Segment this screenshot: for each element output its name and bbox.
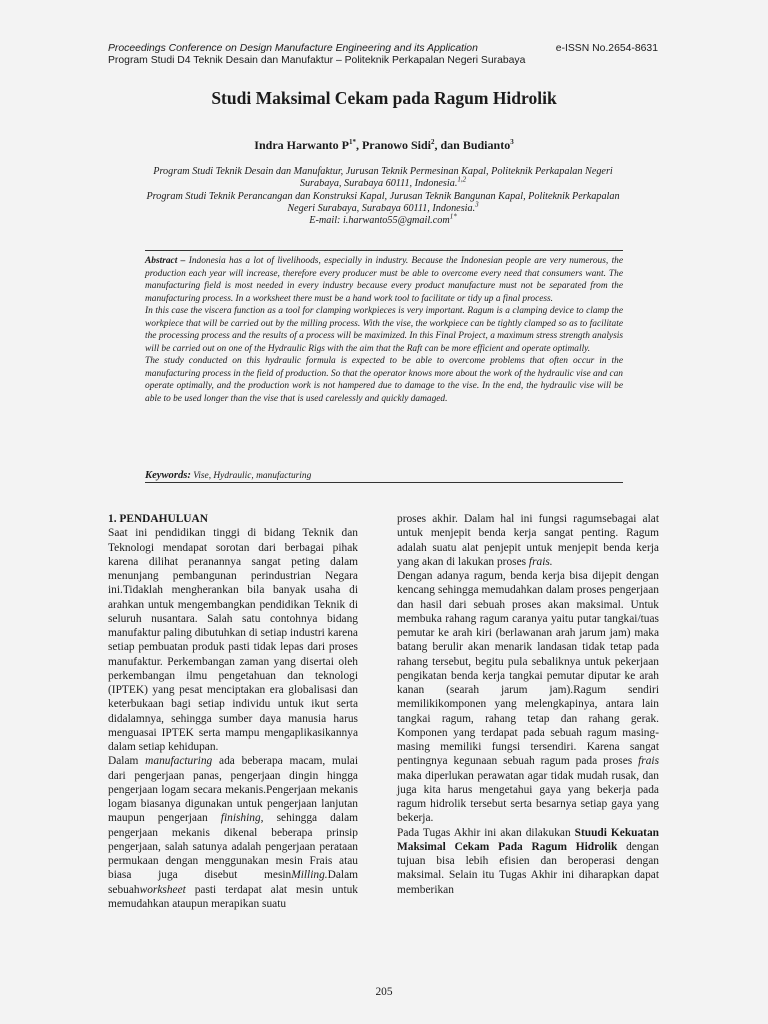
right-paragraph-3 <box>397 826 659 897</box>
running-header-program: Program Studi D4 Teknik Desain dan Manufaktur – Politeknik Perkapalan Negeri Surabaya <box>108 55 526 66</box>
issn: e-ISSN No.2654-8631 <box>555 43 658 54</box>
author-2: , Pranowo Sidi <box>355 138 431 152</box>
italic-term-frais: frais. <box>528 555 553 568</box>
bold-study-title: Stuudi Kekuatan Maksimal Cekam Pada Ragum Hidrolik <box>397 826 660 853</box>
abstract-paragraph-3: The study conducted on this hydraulic formula is expected to be able to overcome problems that often occur in the manufacturing process in the field of production. So that the operator knows more about the work of the hydraulic vise and can operate optimally, and the production work is not hampered due to damage to the vise. In the end, the hydraulic vise will be able to be used longer than the vise that is used carelessly and quickly damaged. <box>145 356 623 404</box>
left-column <box>108 512 358 911</box>
text-run: maka diperlukan perawatan agar tidak mudah rusak, dan juga kita harus mengetahui gaya yang bekerja pada ragum hidrolik tersebut serta besarnya setiap gaya yang bekerja. <box>397 769 659 825</box>
keywords <box>145 470 311 482</box>
left-paragraph-1: Saat ini pendidikan tinggi di bidang Teknik dan Teknologi mendapat sorotan dari berbagai pihak karena dilihat peranannya sangat peting dalam menunjang pembangunan perindustrian Negara ini.Tidaklah mengherankan bila banyak usaha di arahkan untuk mengembangkan pendidikan Teknik di seluruh nusantara. Salah satu contohnya bidang manufaktur paling dibutuhkan di setiap industri karena setiap pembuatan produk pasti tidak lepas dari proses manufaktur. Perkembangan zaman yang disertai oleh perkembangan ilmu pengetahuan dan teknologi (IPTEK) yang pesat menciptakan era globalisasi dan keterbukaan bagi setiap individu untuk ikut serta didalamnya, sehingga sumber daya manusia harus menguasai IPTEK serta mampu mengaplikasikannya dalam setiap kehidupan. <box>108 527 358 753</box>
keywords-text: Vise, Hydraulic, manufacturing <box>193 471 312 481</box>
text-run: Dengan adanya ragum, benda kerja bisa dijepit dengan kencang sehingga memudahkan dalam proses pengerjaan dan hasil dari sebuah proses akan maksimal. Untuk membuka rahang ragum caranya yaitu putar tangkai/tuas pemutar ke arah kiri (berlawanan arah jarum jam) maka batang berulir akan menarik landasan tidak tetap pada rahang tersebut, begitu pula sebaliknya untuk pekerjaan pengikatan benda kerja tangkai pemutar diputar ke arah kanan (searah jarum jam).Ragum sendiri memilikikomponen yang melengkapinya, antara lain tangkai ragum, rahang tetap dan rahang gerak. Komponen yang terdapat pada sebuah ragum masing-masing memiliki fungsi tersendiri. Karena sangat pentingnya kegunaan sebuah ragum pada proses <box>397 570 659 768</box>
abstract-p1-text: Indonesia has a lot of livelihoods, especially in industry. Because the Indonesian people are very numerous, the production each year will increase, therefore every producer must be able to overcome every need that consumers want. The manufacturing field is most needed in every industry because every product manufacture must not be separated from the manufacturing process. In a worksheet there must be a hand work tool to facilitate or tidy up a final process. <box>145 256 624 304</box>
affiliation-1-sup: 1,2 <box>457 175 467 184</box>
right-paragraph-1 <box>397 512 659 569</box>
affiliations <box>108 166 658 227</box>
affiliation-2-line-2 <box>108 200 658 215</box>
italic-term-manufacturing: manufacturing <box>145 755 213 768</box>
section-heading-pendahuluan: 1. PENDAHULUAN <box>108 513 208 525</box>
affiliation-1-text: Surabaya, Surabaya 60111, Indonesia. <box>299 178 458 190</box>
italic-term-finishing: finishing, <box>220 812 264 825</box>
left-paragraph-2 <box>108 754 358 911</box>
author-3-sup: 3 <box>510 138 514 146</box>
author-3: , dan Budianto <box>434 138 511 152</box>
author-2-sup: 2 <box>430 138 435 146</box>
italic-term-worksheet: worksheet <box>139 883 186 896</box>
journal-name: Proceedings Conference on Design Manufacture Engineering and its Application <box>108 43 478 54</box>
email-line <box>108 212 658 227</box>
text-run: proses akhir. Dalam hal ini fungsi ragumsebagai alat untuk menjepit benda kerja sangat penting. Ragum adalah suatu alat penjepit untuk menjepit benda kerja yang akan di lakukan proses <box>397 513 659 568</box>
italic-term-frais: frais <box>638 755 659 768</box>
text-run: dengan tujuan bisa lebih efisien dan beroperasi dengan maksimal. Selain itu Tugas Akhir ini diharapkan dapat memberikan <box>397 840 659 896</box>
author-1: Indra Harwanto P <box>254 138 349 152</box>
running-header-journal <box>108 43 658 55</box>
abstract <box>145 255 623 405</box>
email-text: E-mail: i.harwanto55@gmail.com <box>309 215 450 227</box>
abstract-label: Abstract – <box>145 256 186 266</box>
keywords-label: Keywords: <box>145 470 191 481</box>
text-run: Pada Tugas Akhir ini akan dilakukan <box>397 826 575 839</box>
text-run: ada beberapa macam, mulai dari pengerjaan panas, pengerjaan dingin hingga pengerjaan logam secara mekanis.Pengerjaan mekanis logam biasanya digunakan untuk pengerjaan lanjutan maupun pengerjaan <box>108 755 358 825</box>
abstract-paragraph-1 <box>145 255 623 305</box>
paper-title: Studi Maksimal Cekam pada Ragum Hidrolik <box>211 88 557 108</box>
right-column <box>397 512 659 897</box>
right-paragraph-2 <box>397 569 659 826</box>
page-number: 205 <box>375 986 393 998</box>
text-run: Dalam sebuah <box>108 869 358 896</box>
author-1-sup: 1* <box>348 138 356 146</box>
author-list <box>0 138 768 153</box>
affiliation-2-sup: 3 <box>475 200 479 209</box>
affiliation-2-line-1: Program Studi Teknik Perancangan dan Konstruksi Kapal, Jurusan Teknik Bangunan Kapal, Politeknik Perkapalan <box>146 190 620 202</box>
email-sup: 1* <box>449 212 457 221</box>
affiliation-1-line-1: Program Studi Teknik Desain dan Manufaktur, Jurusan Teknik Permesinan Kapal, Politeknik Perkapalan Negeri <box>153 166 613 177</box>
text-run: sehingga dalam pengerjaan mekanis dikenal beberapa prinsip pengerjaan, salah satunya adalah pengerjaan perataan permukaan dengan menggunakan mesin Frais atau biasa juga disebut mesin <box>108 812 358 882</box>
affiliation-2-text: Negeri Surabaya, Surabaya 60111, Indonesia. <box>287 202 476 214</box>
italic-term-milling: Milling. <box>291 869 328 882</box>
text-run: pasti terdapat alat mesin untuk memudahkan ataupun merapikan suatu <box>108 883 358 910</box>
abstract-bottom-rule <box>145 482 623 483</box>
text-run: Dalam <box>108 755 146 768</box>
abstract-paragraph-2: In this case the viscera function as a tool for clamping workpieces is very important. Ragum is a clamping device to clamp the workpiece that will be carried out by the milling process. With the vise, the workpiece can be tightly clamped so as to facilitate the processing process and the results of a process will be maximized. In this Final Project, a maximum stress strength analysis will be carried out on one of the Hydraulic Rigs with the aim that the Raft can be more efficient and operate optimally. <box>145 306 623 354</box>
affiliation-1-line-2 <box>108 175 658 190</box>
abstract-top-rule <box>145 250 623 251</box>
